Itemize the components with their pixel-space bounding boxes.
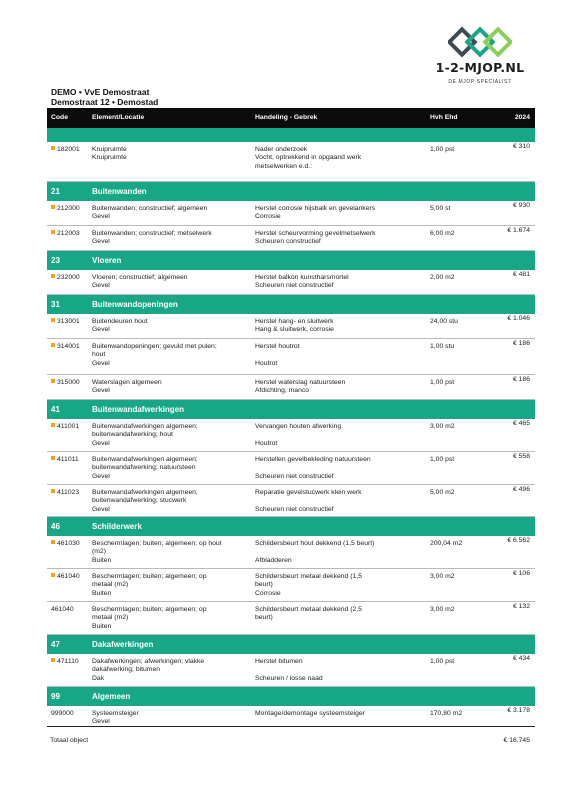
row-code-value: 232000 xyxy=(57,274,80,281)
action-line: Afdichting, manco xyxy=(255,387,310,395)
row-element xyxy=(92,379,252,396)
element-line: Buiten xyxy=(92,622,112,630)
section-header xyxy=(47,687,535,706)
row-code xyxy=(51,710,74,718)
row-code-value: 212000 xyxy=(57,205,80,212)
status-marker-icon xyxy=(51,343,55,347)
row-amount: € 481 xyxy=(512,271,530,278)
row-quantity: 1,00 pst xyxy=(430,379,455,386)
row-code xyxy=(51,146,80,154)
row-element xyxy=(92,205,252,222)
row-element xyxy=(92,658,252,683)
status-marker-icon xyxy=(51,573,55,577)
row-code xyxy=(51,230,80,238)
status-marker-icon xyxy=(51,379,55,383)
element-line: Gevel xyxy=(92,359,110,367)
row-code xyxy=(51,379,80,387)
col-action: Handeling - Gebrek xyxy=(255,114,318,121)
status-marker-icon xyxy=(51,230,55,234)
element-line: buitenwandafwerking; hout xyxy=(92,431,173,439)
element-line: Buitenwandafwerkingen algemeen; xyxy=(92,456,198,463)
action-line: Vervangen houten afwerking xyxy=(255,423,342,430)
logo-mark-icon xyxy=(448,26,512,58)
action-line: Herstel corrosie hijsbalk en gevelankers xyxy=(255,205,376,212)
element-line: Gevel xyxy=(92,387,110,395)
section-band xyxy=(47,128,535,142)
element-line: buitenwandafwerking; natuursteen xyxy=(92,464,196,472)
row-code-value: 315000 xyxy=(57,379,80,386)
element-line: Beschermlagen; buiten; algemeen; op xyxy=(92,573,207,580)
row-code-value: 999000 xyxy=(51,710,74,717)
section-title: Buitenwandopeningen xyxy=(92,300,178,309)
action-line: beurt) xyxy=(255,581,273,589)
table-row xyxy=(47,375,535,400)
action-line: Vocht, optrekkend in opgaand werk xyxy=(255,154,362,162)
row-action xyxy=(255,606,425,623)
row-action xyxy=(255,318,425,335)
table-header xyxy=(47,108,535,128)
col-year: 2024 xyxy=(514,114,530,121)
row-code xyxy=(51,573,80,581)
total-label: Totaal object xyxy=(50,737,89,744)
table-row xyxy=(47,419,535,452)
row-action xyxy=(255,540,425,565)
row-element xyxy=(92,318,252,335)
row-amount: € 186 xyxy=(512,376,530,383)
row-element xyxy=(92,573,252,598)
action-line: Schildersbeurt metaal dekkend (2,5 xyxy=(255,606,362,613)
action-line xyxy=(255,431,425,439)
action-line: Afbladderen xyxy=(255,556,292,564)
row-code-value: 461040 xyxy=(51,606,74,613)
row-amount: € 465 xyxy=(512,420,530,427)
section-number: 41 xyxy=(51,405,60,414)
action-line: Herstel bitumen xyxy=(255,658,303,665)
section-header xyxy=(47,400,535,419)
section-number: 31 xyxy=(51,300,60,309)
total-amount: € 16.745 xyxy=(503,737,530,744)
document-heading xyxy=(51,87,158,107)
section-title: Schilderwerk xyxy=(92,522,142,531)
row-element xyxy=(92,710,252,727)
logo-tagline: DE MJOP SPECIALIST xyxy=(448,79,512,85)
status-marker-icon xyxy=(51,489,55,493)
row-action xyxy=(255,205,425,222)
row-quantity: 1,00 pst xyxy=(430,456,455,463)
table-row xyxy=(47,485,535,517)
action-line xyxy=(255,548,425,556)
element-line: Buitenwandafwerkingen algemeen; xyxy=(92,423,198,430)
table-row xyxy=(47,201,535,226)
table-row xyxy=(47,226,535,251)
heading-line-2: Demostraat 12 • Demostad xyxy=(51,97,159,107)
action-line: Nader onderzoek xyxy=(255,146,308,153)
action-line: Scheuren niet constructief xyxy=(255,282,334,290)
row-code xyxy=(51,606,74,614)
row-quantity: 1,00 pst xyxy=(430,658,455,665)
element-line: Gevel xyxy=(92,472,110,480)
action-line: Schildersbeurt hout dekkend (1,5 beurt) xyxy=(255,540,375,547)
element-line: Gevel xyxy=(92,718,110,726)
row-amount: € 310 xyxy=(512,143,530,150)
action-line: Houtrot xyxy=(255,359,278,367)
row-quantity: 3,00 m2 xyxy=(430,423,455,430)
element-line: metaal (m2) xyxy=(92,614,129,622)
section-header xyxy=(47,295,535,314)
element-line: Buitenwandafwerkingen algemeen; xyxy=(92,489,198,496)
table-row xyxy=(47,654,535,687)
row-code xyxy=(51,423,79,431)
row-code xyxy=(51,205,80,213)
row-quantity: 5,00 st xyxy=(430,205,451,212)
row-action xyxy=(255,343,425,368)
logo-name: 1-2-MJOP.NL xyxy=(435,60,525,75)
section-number: 47 xyxy=(51,640,60,649)
status-marker-icon xyxy=(51,658,55,662)
row-code-value: 182001 xyxy=(57,146,80,153)
row-quantity: 3,00 m2 xyxy=(430,606,455,613)
action-line xyxy=(255,351,425,359)
row-amount: € 1.046 xyxy=(507,315,530,322)
element-line: Waterslagen algemeen xyxy=(92,379,162,386)
row-action xyxy=(255,456,425,481)
action-line: Herstel hang- en sluitwerk xyxy=(255,318,334,325)
row-element xyxy=(92,146,252,163)
status-marker-icon xyxy=(51,274,55,278)
row-code-value: 471110 xyxy=(57,658,79,665)
section-header xyxy=(47,251,535,270)
row-quantity: 1,00 stu xyxy=(430,343,455,350)
section-header xyxy=(47,182,535,201)
action-line: Herstellen gevelbekleding natuursteen xyxy=(255,456,371,463)
element-line: dakafwerking; bitumen xyxy=(92,666,161,674)
table-body xyxy=(47,142,535,739)
table-row xyxy=(47,339,535,375)
status-marker-icon xyxy=(51,423,55,427)
action-line: Hang & sluitwerk, corrosie xyxy=(255,326,334,334)
action-line: Corrosie xyxy=(255,213,281,221)
element-line: Buiten xyxy=(92,589,112,597)
status-marker-icon xyxy=(51,205,55,209)
row-action xyxy=(255,489,425,514)
row-code xyxy=(51,318,80,326)
element-line: Buitenwanden; constructief; algemeen xyxy=(92,205,208,212)
table-row xyxy=(47,452,535,485)
row-element xyxy=(92,489,252,514)
element-line: Gevel xyxy=(92,213,110,221)
row-amount: € 930 xyxy=(512,202,530,209)
status-marker-icon xyxy=(51,146,55,150)
table-row xyxy=(47,602,535,635)
row-code xyxy=(51,274,80,282)
col-code: Code xyxy=(51,114,68,121)
element-line: Buitendeuren hout xyxy=(92,318,148,325)
row-code-value: 212003 xyxy=(57,230,80,237)
row-element xyxy=(92,343,252,368)
row-element xyxy=(92,274,252,291)
table-row xyxy=(47,569,535,602)
section-header xyxy=(47,635,535,654)
row-code-value: 314001 xyxy=(57,343,80,350)
table-row xyxy=(47,142,535,182)
element-line: Dak xyxy=(92,674,105,682)
row-quantity: 170,80 m2 xyxy=(430,710,463,717)
row-action xyxy=(255,658,425,683)
row-amount: € 132 xyxy=(512,603,530,610)
action-line: Herstel houtrot xyxy=(255,343,300,350)
row-quantity: 200,04 m2 xyxy=(430,540,463,547)
element-line: Buiten xyxy=(92,556,112,564)
row-element xyxy=(92,230,252,247)
row-amount: € 558 xyxy=(512,453,530,460)
action-line: Houtrot xyxy=(255,439,278,447)
row-amount: € 434 xyxy=(512,655,530,662)
element-line: Systeemsteiger xyxy=(92,710,139,717)
row-code-value: 411011 xyxy=(57,456,79,463)
row-amount: € 1.674 xyxy=(507,227,530,234)
row-quantity: 6,00 m2 xyxy=(430,230,455,237)
row-code xyxy=(51,658,79,666)
action-line: Herstel waterslag natuursteen xyxy=(255,379,346,386)
row-action xyxy=(255,573,425,598)
table-row xyxy=(47,270,535,295)
table-row xyxy=(47,314,535,339)
row-amount: € 106 xyxy=(512,570,530,577)
row-quantity: 5,00 m2 xyxy=(430,489,455,496)
row-action xyxy=(255,230,425,247)
col-qty: Hvh Ehd xyxy=(430,114,458,121)
row-code-value: 461030 xyxy=(57,540,80,547)
section-title: Buitenwandafwerkingen xyxy=(92,405,185,414)
row-element xyxy=(92,423,252,448)
company-logo xyxy=(430,26,530,85)
element-line: Gevel xyxy=(92,439,110,447)
row-action xyxy=(255,710,425,718)
section-number: 21 xyxy=(51,187,60,196)
action-line: Herstel balkon kunstharsmortel xyxy=(255,274,349,281)
element-line: Beschermlagen; buiten; algemeen; op hout xyxy=(92,540,222,547)
action-line: Scheuren niet constructief xyxy=(255,505,334,513)
section-title: Dakafwerkingen xyxy=(92,640,154,649)
element-line: Gevel xyxy=(92,326,110,334)
section-number: 46 xyxy=(51,522,60,531)
row-quantity: 1,00 pst xyxy=(430,146,455,153)
element-line: Kruipruimte xyxy=(92,154,127,162)
element-line: Dakafwerkingen; afwerkingen; vlakke xyxy=(92,658,205,665)
action-line xyxy=(255,666,425,674)
element-line: Gevel xyxy=(92,238,110,246)
row-quantity: 24,00 stu xyxy=(430,318,458,325)
row-amount: € 186 xyxy=(512,340,530,347)
row-code-value: 411001 xyxy=(57,423,80,430)
section-title: Buitenwanden xyxy=(92,187,147,196)
table-row xyxy=(47,536,535,569)
action-line: Reparatie gevelstucwerk klein werk xyxy=(255,489,362,496)
row-quantity: 3,00 m2 xyxy=(430,573,455,580)
section-number: 23 xyxy=(51,256,60,265)
section-header xyxy=(47,517,535,536)
element-line: (m2) xyxy=(92,548,106,556)
action-line xyxy=(255,464,425,472)
row-code xyxy=(51,489,79,497)
element-line: metaal (m2) xyxy=(92,581,129,589)
action-line: Corrosie xyxy=(255,589,281,597)
total-row xyxy=(47,726,535,748)
action-line: beurt) xyxy=(255,614,273,622)
element-line: Buitenwanden; constructief; metselwerk xyxy=(92,230,212,237)
action-line: Montage/demontage systeemsteiger xyxy=(255,710,365,717)
action-line: metselwerken e.d.: xyxy=(255,162,313,170)
element-line: Kruipruimte xyxy=(92,146,127,153)
maintenance-table xyxy=(47,108,535,739)
action-line xyxy=(255,497,425,505)
row-action xyxy=(255,379,425,396)
status-marker-icon xyxy=(51,318,55,322)
status-marker-icon xyxy=(51,456,55,460)
row-amount: € 496 xyxy=(512,486,530,493)
row-action xyxy=(255,146,425,171)
status-marker-icon xyxy=(51,540,55,544)
element-line: Beschermlagen; buiten; algemeen; op xyxy=(92,606,207,613)
section-title: Algemeen xyxy=(92,692,131,701)
row-element xyxy=(92,540,252,565)
action-line: Herstel scheurvorming gevelmetselwerk xyxy=(255,230,376,237)
section-number: 99 xyxy=(51,692,60,701)
element-line: Gevel xyxy=(92,505,110,513)
row-amount: € 3.178 xyxy=(507,707,530,714)
col-element: Element/Locatie xyxy=(92,114,145,121)
row-element xyxy=(92,456,252,481)
row-code-value: 461040 xyxy=(57,573,80,580)
element-line: hout xyxy=(92,351,106,359)
heading-line-1: DEMO • VvE Demostraat xyxy=(51,87,150,97)
element-line: Gevel xyxy=(92,282,110,290)
row-quantity: 2,00 m2 xyxy=(430,274,455,281)
action-line: Scheuren constructief xyxy=(255,238,321,246)
row-action xyxy=(255,274,425,291)
row-element xyxy=(92,606,252,631)
row-code xyxy=(51,540,80,548)
action-line: Scheuren niet constructief xyxy=(255,472,334,480)
row-action xyxy=(255,423,425,448)
row-code-value: 411023 xyxy=(57,489,80,496)
action-line: Scheuren / losse naad xyxy=(255,674,323,682)
row-code xyxy=(51,343,80,351)
row-code-value: 313001 xyxy=(57,318,80,325)
element-line: buitenwandafwerking; stucwerk xyxy=(92,497,187,505)
action-line: Schildersbeurt metaal dekkend (1,5 xyxy=(255,573,362,580)
element-line: Vloeren; constructief; algemeen xyxy=(92,274,188,281)
row-amount: € 6.562 xyxy=(507,537,530,544)
row-code xyxy=(51,456,79,464)
section-title: Vloeren xyxy=(92,256,122,265)
element-line: Buitenwandopeningen; gevuld met pulen; xyxy=(92,343,217,350)
